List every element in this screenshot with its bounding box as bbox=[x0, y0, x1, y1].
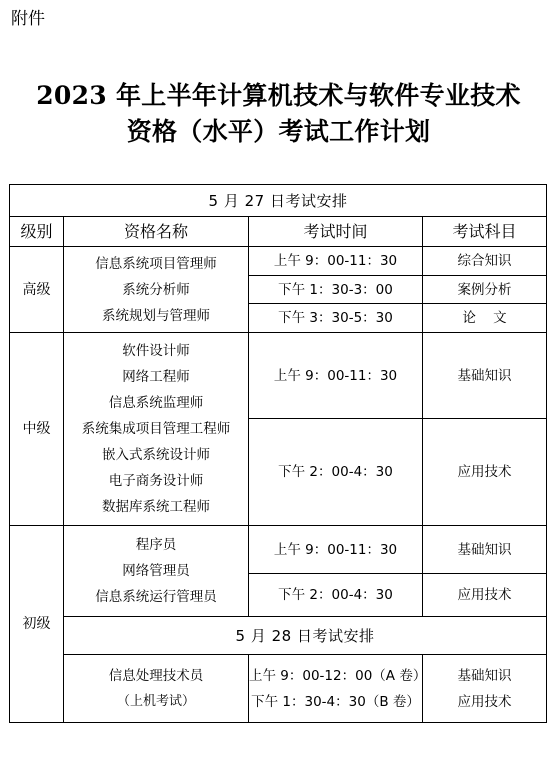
exam-time: 上午 9：00-11：30 bbox=[249, 526, 423, 574]
qualification-name: 程序员 bbox=[135, 537, 177, 553]
col-header-level: 级别 bbox=[10, 217, 64, 247]
qualification-note: （上机考试） bbox=[116, 693, 195, 709]
advanced-row-1 bbox=[10, 247, 547, 276]
junior-qualifications bbox=[64, 526, 249, 617]
qualification-name: 信息处理技术员 bbox=[108, 667, 204, 684]
attachment-label: 附件 bbox=[11, 9, 45, 29]
junior-row-1 bbox=[10, 526, 547, 574]
exam-subject: 应用技术 bbox=[423, 574, 547, 617]
qualification-name: 网络工程师 bbox=[122, 369, 190, 385]
exam-time: 下午 2：00-4：30 bbox=[249, 574, 423, 617]
day2-subjects bbox=[423, 655, 547, 723]
qualification-name: 网络管理员 bbox=[122, 563, 190, 579]
qualification-name: 系统集成项目管理工程师 bbox=[81, 421, 231, 437]
document-title-line-2: 资格（水平）考试工作计划 bbox=[126, 117, 431, 146]
qualification-name: 软件设计师 bbox=[122, 343, 190, 359]
col-header-qualification: 资格名称 bbox=[64, 217, 249, 247]
exam-time: 下午 1：30-3：00 bbox=[249, 276, 423, 304]
col-header-subject: 考试科目 bbox=[423, 217, 547, 247]
qualification-name: 信息系统项目管理师 bbox=[95, 255, 217, 272]
qualification-name: 信息系统监理师 bbox=[108, 395, 204, 411]
exam-subject: 应用技术 bbox=[457, 693, 512, 710]
exam-subject: 案例分析 bbox=[423, 276, 547, 304]
exam-time: 下午 1：30-4：30（B 卷） bbox=[251, 693, 420, 710]
day2-qualification bbox=[64, 655, 249, 723]
advanced-qualifications bbox=[64, 247, 249, 333]
exam-time: 上午 9：00-11：30 bbox=[249, 247, 423, 276]
qualification-name: 电子商务设计师 bbox=[108, 473, 204, 489]
qualification-name: 系统分析师 bbox=[122, 281, 190, 298]
intermediate-qualifications bbox=[64, 333, 249, 526]
exam-time: 上午 9：00-11：30 bbox=[249, 333, 423, 419]
exam-subject: 基础知识 bbox=[457, 667, 512, 684]
document-title-line-1: 2023 年上半年计算机技术与软件专业技术 bbox=[36, 81, 521, 110]
qualification-name: 数据库系统工程师 bbox=[102, 499, 210, 515]
exam-subject: 综合知识 bbox=[423, 247, 547, 276]
col-header-time: 考试时间 bbox=[249, 217, 423, 247]
day1-heading-row bbox=[10, 185, 547, 217]
exam-time: 下午 2：00-4：30 bbox=[249, 419, 423, 526]
qualification-name: 嵌入式系统设计师 bbox=[102, 447, 210, 463]
exam-time: 下午 3：30-5：30 bbox=[249, 304, 423, 333]
qualification-name: 系统规划与管理师 bbox=[102, 307, 210, 324]
level-advanced: 高级 bbox=[10, 247, 64, 333]
qualification-name: 信息系统运行管理员 bbox=[95, 589, 217, 605]
day2-times bbox=[249, 655, 427, 723]
exam-subject: 基础知识 bbox=[423, 333, 547, 419]
level-intermediate: 中级 bbox=[10, 333, 64, 526]
intermediate-row-1 bbox=[10, 333, 547, 419]
day2-heading: 5 月 28 日考试安排 bbox=[64, 617, 547, 655]
day2-heading-row bbox=[10, 617, 547, 655]
exam-time: 上午 9：00-12：00（A 卷） bbox=[249, 667, 427, 684]
level-junior: 初级 bbox=[10, 526, 64, 723]
exam-schedule-table bbox=[9, 184, 547, 723]
exam-subject: 基础知识 bbox=[423, 526, 547, 574]
exam-subject: 应用技术 bbox=[423, 419, 547, 526]
column-header-row bbox=[10, 217, 547, 247]
exam-subject: 论 文 bbox=[423, 304, 547, 333]
junior-day2-row bbox=[10, 655, 547, 723]
day1-heading: 5 月 27 日考试安排 bbox=[10, 185, 547, 217]
